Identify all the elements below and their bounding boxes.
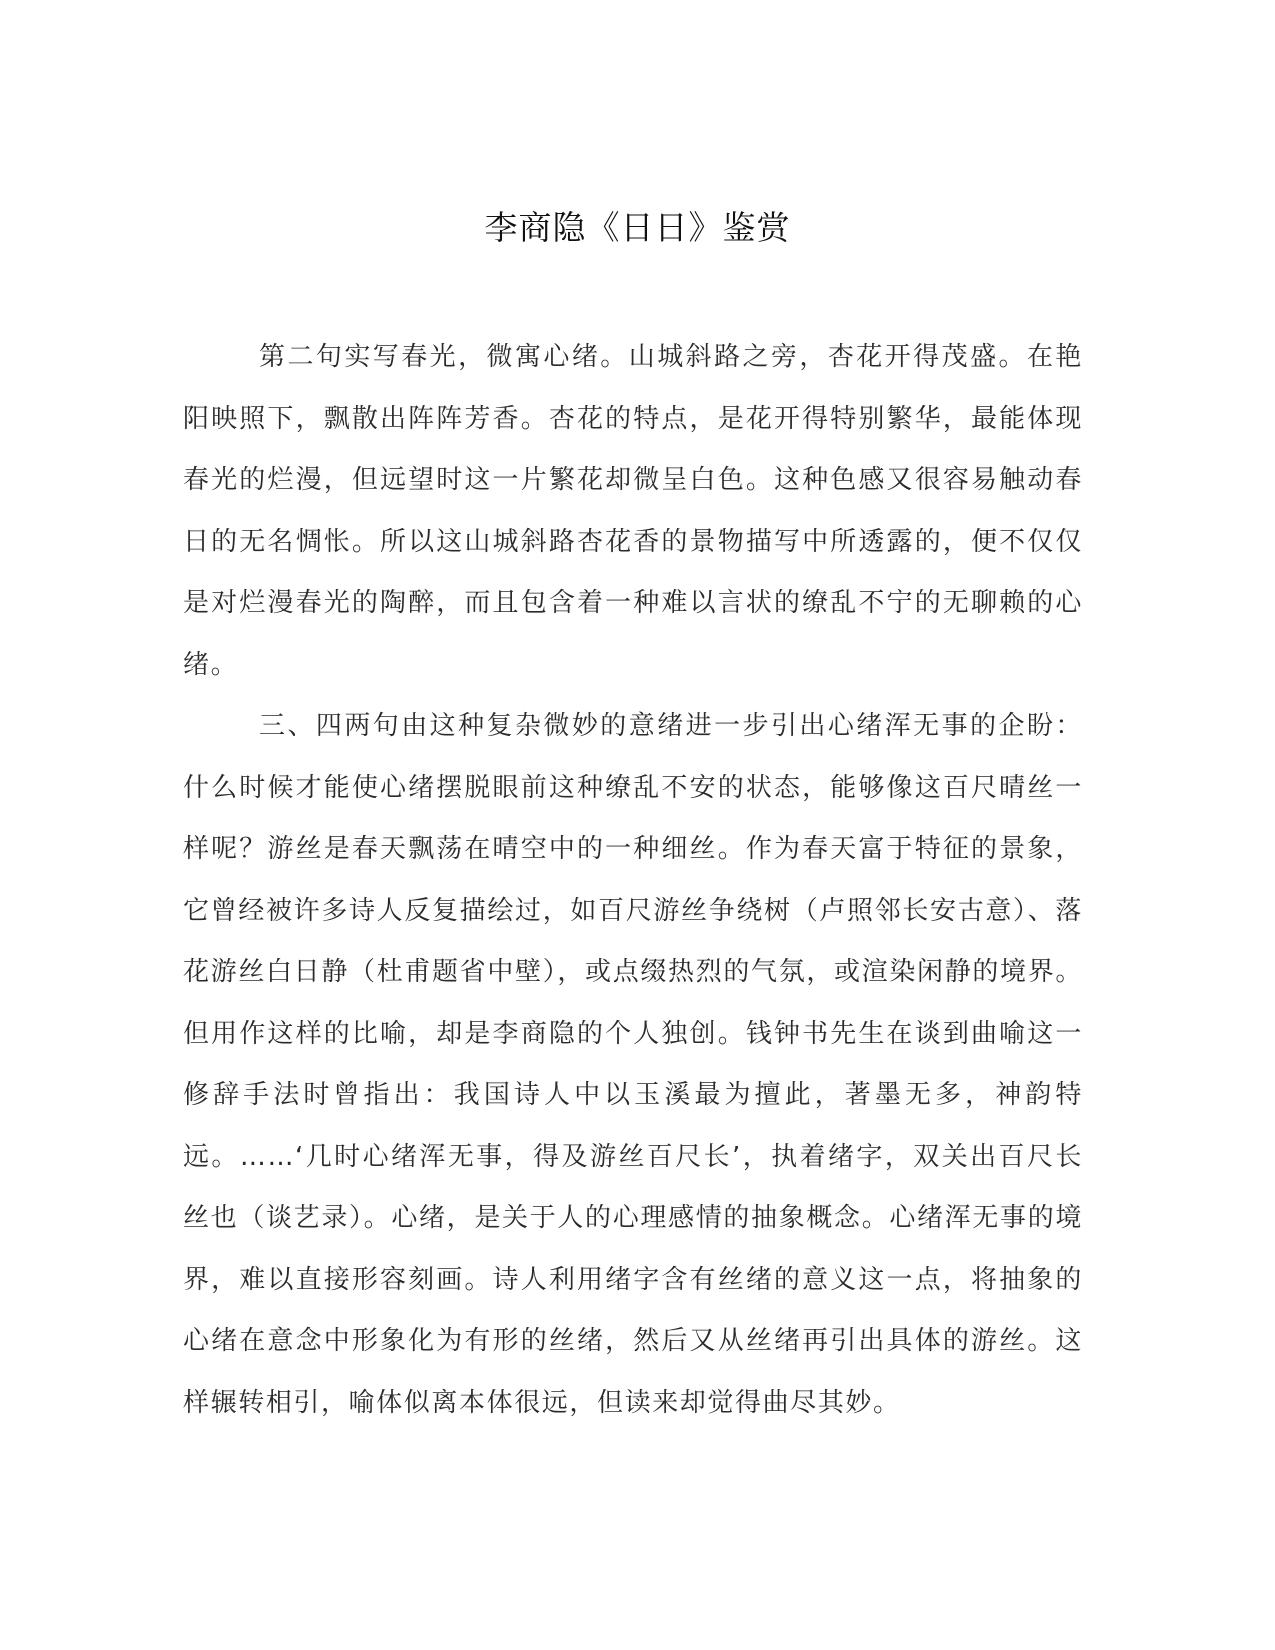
paragraph-gossamer-metaphor: 三、四两句由这种复杂微妙的意绪进一步引出心绪浑无事的企盼：什么时候才能使心绪摆脱眼前这种缭乱不安的状态，能够像这百尺晴丝一样呢？游丝是春天飘荡在晴空中的一种细丝。作为春天富于特征的景象，它曾经被许多诗人反复描绘过，如百尺游丝争绕树（卢照邻长安古意）、落花游丝白日静（杜甫题省中壁），或点缀热烈的气氛，或渲染闲静的境界。但用作这样的比喻，却是李商隐的个人独创。钱钟书先生在谈到曲喻这一修辞手法时曾指出：我国诗人中以玉溪最为擅此，著墨无多，神韵特远。……‘几时心绪浑无事，得及游丝百尺长’，执着绪字，双关出百尺长丝也（谈艺录）。心绪，是关于人的心理感情的抽象概念。心绪浑无事的境界，难以直接形容刻画。诗人利用绪字含有丝绪的意义这一点，将抽象的心绪在意念中形象化为有形的丝绪，然后又从丝绪再引出具体的游丝。这样辗转相引，喻体似离本体很远，但读来却觉得曲尽其妙。	[183, 711, 1083, 1418]
document-body	[183, 327, 1083, 1434]
document-title: 李商隐《日日》鉴赏	[484, 208, 791, 247]
paragraph-spring-scene: 第二句实写春光，微寓心绪。山城斜路之旁，杏花开得茂盛。在艳阳映照下，飘散出阵阵芳香。杏花的特点，是花开得特别繁华，最能体现春光的烂漫，但远望时这一片繁花却微呈白色。这种色感又很容易触动春日的无名惆怅。所以这山城斜路杏花香的景物描写中所透露的，便不仅仅是对烂漫春光的陶醉，而且包含着一种难以言状的缭乱不宁的无聊赖的心绪。	[183, 342, 1083, 680]
